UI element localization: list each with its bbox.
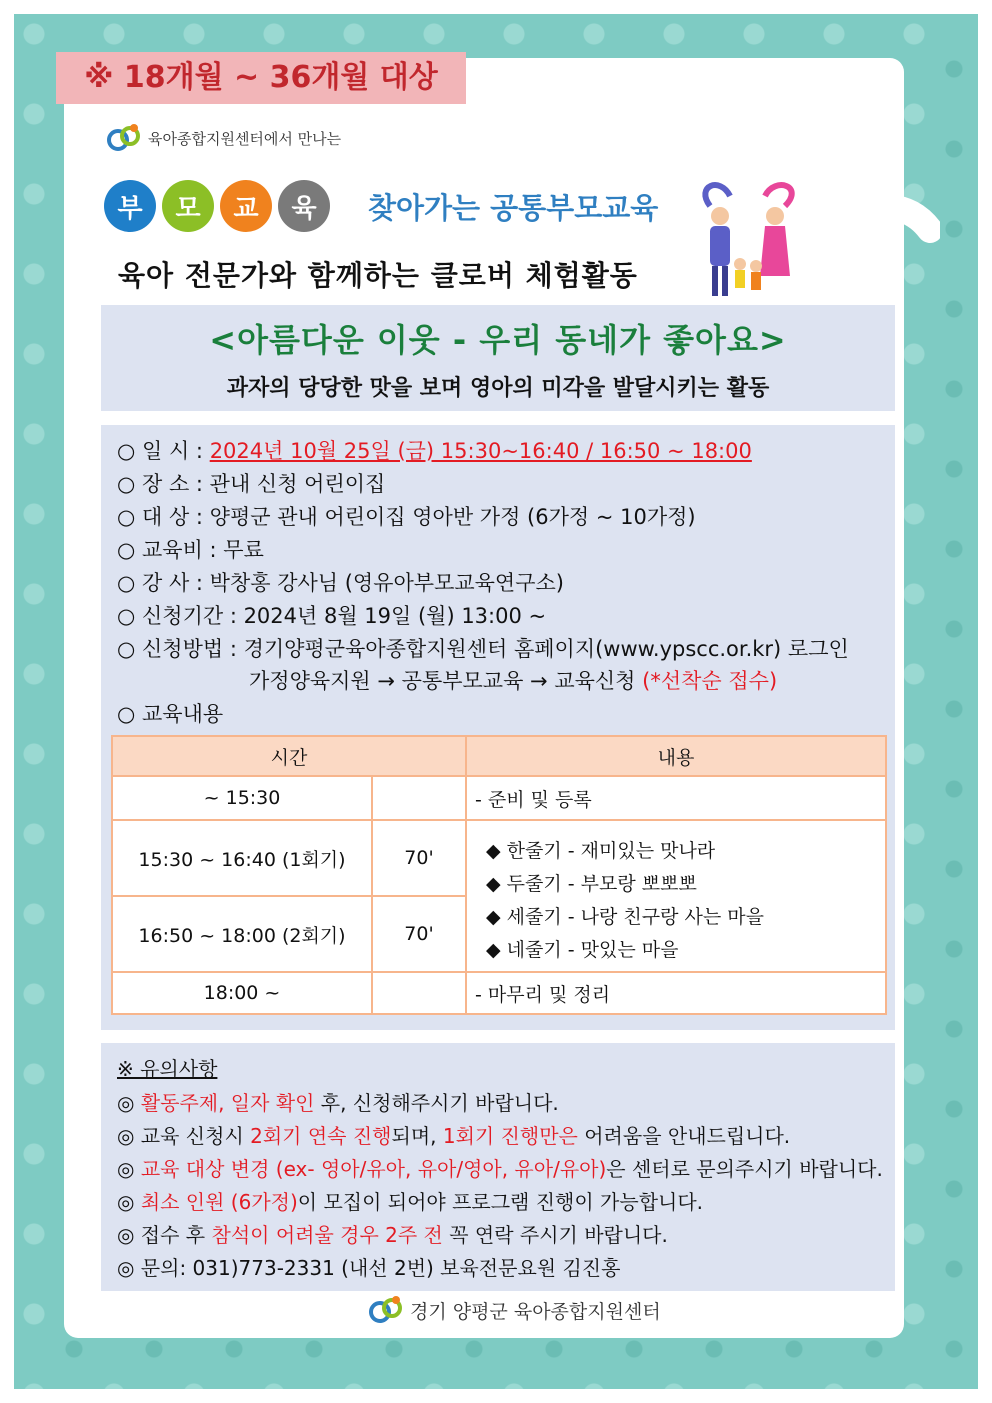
row-time: ~ 15:30 <box>112 776 372 820</box>
age-target-tag: ※ 18개월 ~ 36개월 대상 <box>56 52 466 104</box>
notice-2-text-a: 교육 신청시 <box>134 1124 251 1148</box>
list-item: ◆ 네줄기 - 맛있는 마을 <box>486 939 679 961</box>
program-headline: 육아 전문가와 함께하는 클로버 체험활동 <box>118 259 638 292</box>
date-value: 2024년 10월 25일 (금) 15:30~16:40 / 16:50 ~ 18:00 <box>209 439 752 463</box>
row-min <box>372 972 466 1014</box>
contact-line: ◎ 문의: 031)773-2331 (내선 2번) 보육전문요원 김진홍 <box>117 1256 621 1280</box>
activity-description: 과자의 당당한 맛을 보며 영아의 미각을 발달시키는 활동 <box>226 376 770 401</box>
notice-4-highlight: 최소 인원 (6가정) <box>140 1190 298 1214</box>
notice-line-1 <box>117 1087 559 1116</box>
period-line: ○ 신청기간 : 2024년 8월 19일 (월) 13:00 ~ <box>117 604 547 628</box>
table-row <box>112 972 886 1014</box>
table-header-row <box>112 736 886 776</box>
place-line: ○ 장 소 : 관내 신청 어린이집 <box>117 472 386 496</box>
notice-3-text: 은 센터로 문의주시기 바랍니다. <box>606 1157 883 1181</box>
schedule-table <box>111 735 887 1015</box>
notice-1-highlight: 활동주제, 일자 확인 <box>140 1091 315 1115</box>
date-label: ○ 일 시 : <box>117 439 203 463</box>
notice-line-2 <box>117 1120 790 1149</box>
notice-line-3 <box>117 1153 883 1182</box>
program-circles <box>104 180 330 232</box>
table-row <box>112 776 886 820</box>
row-content: - 마무리 및 정리 <box>466 972 886 1014</box>
row-time: 18:00 ~ <box>112 972 372 1014</box>
circle-mo: 모 <box>162 180 214 232</box>
circle-bu: 부 <box>104 180 156 232</box>
col-time-header: 시간 <box>112 736 466 776</box>
fee-line: ○ 교육비 : 무료 <box>117 538 264 562</box>
col-content-header: 내용 <box>466 736 886 776</box>
row-time: 15:30 ~ 16:40 (1회기) <box>112 820 372 896</box>
method-note: (*선착순 접수) <box>642 669 778 693</box>
notice-5-highlight: 참석이 어려울 경우 2주 전 <box>211 1223 443 1247</box>
logo-caption: 육아종합지원센터에서 만나는 <box>148 129 342 148</box>
list-item: ◆ 세줄기 - 나랑 친구랑 사는 마을 <box>486 906 764 928</box>
footer <box>368 1292 661 1328</box>
session-content-list <box>466 820 886 972</box>
notice-3-highlight: 교육 대상 변경 (ex- 영아/유아, 유아/영아, 유아/유아) <box>140 1157 607 1181</box>
row-min: 70' <box>372 820 466 896</box>
list-item: ◆ 두줄기 - 부모랑 뽀뽀뽀 <box>486 873 697 895</box>
row-min <box>372 776 466 820</box>
method-line-1: ○ 신청방법 : 경기양평군육아종합지원센터 홈페이지(www.ypscc.or.kr) 로그인 <box>117 637 849 661</box>
notice-mark: ◎ <box>117 1091 135 1115</box>
notice-2-text-c: 어려움을 안내드립니다. <box>577 1124 791 1148</box>
notice-2-highlight-2: 1회기 진행만은 <box>442 1124 578 1148</box>
method-path: 가정양육지원 → 공통부모교육 → 교육신청 <box>249 669 636 693</box>
date-line <box>117 435 752 465</box>
lecturer-line: ○ 강 사 : 박창홍 강사님 (영유아부모교육연구소) <box>117 571 564 595</box>
method-line-2 <box>249 665 777 695</box>
activity-title: <아름다운 이웃 - 우리 동네가 좋아요> <box>209 321 787 359</box>
target-line: ○ 대 상 : 양평군 관내 어린이집 영아반 가정 (6가정 ~ 10가정) <box>117 505 696 529</box>
notice-4-text: 이 모집이 되어야 프로그램 진행이 가능합니다. <box>297 1190 704 1214</box>
title-box <box>101 305 895 411</box>
notice-mark: ◎ <box>117 1124 135 1148</box>
row-time: 16:50 ~ 18:00 (2회기) <box>112 896 372 972</box>
family-illustration <box>690 176 810 306</box>
notice-5-text-a: 접수 후 <box>134 1223 212 1247</box>
footer-center-name: 경기 양평군 육아종합지원센터 <box>410 1300 661 1323</box>
notice-mark: ◎ <box>117 1157 135 1181</box>
notice-5-text-b: 꼭 연락 주시기 바랍니다. <box>442 1223 668 1247</box>
notice-2-text-b: 되며, <box>391 1124 443 1148</box>
content-label: ○ 교육내용 <box>117 702 224 726</box>
notice-2-highlight-1: 2회기 연속 진행 <box>250 1124 392 1148</box>
notice-title: ※ 유의사항 <box>117 1057 218 1081</box>
circle-yuk: 육 <box>278 180 330 232</box>
circle-gyo: 교 <box>220 180 272 232</box>
center-logo-icon <box>106 120 142 156</box>
program-subtitle: 찾아가는 공통부모교육 <box>368 191 659 225</box>
table-row <box>112 820 886 896</box>
row-min: 70' <box>372 896 466 972</box>
row-content: - 준비 및 등록 <box>466 776 886 820</box>
list-item: ◆ 한줄기 - 재미있는 맛나라 <box>486 840 716 862</box>
notice-line-5 <box>117 1219 668 1248</box>
notice-1-text: 후, 신청해주시기 바랍니다. <box>314 1091 559 1115</box>
center-logo-icon <box>368 1292 404 1328</box>
notice-box <box>101 1043 895 1291</box>
notice-mark: ◎ <box>117 1223 135 1247</box>
notice-mark: ◎ <box>117 1190 135 1214</box>
notice-line-4 <box>117 1186 703 1215</box>
center-logo-row <box>106 120 341 156</box>
